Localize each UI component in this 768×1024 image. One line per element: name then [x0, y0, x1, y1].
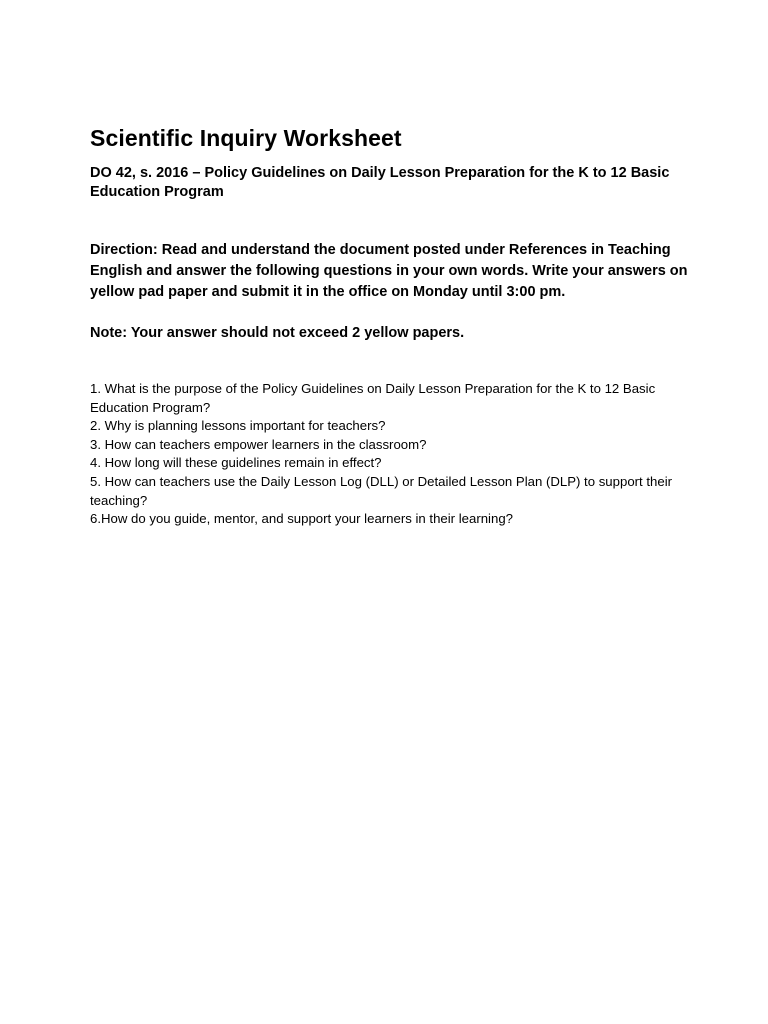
page-title: Scientific Inquiry Worksheet: [90, 125, 402, 151]
question-list: [90, 380, 682, 529]
direction-paragraph: Direction: Read and understand the document posted under References in Teaching English and answer the following questions in your own words. Write your answers on yellow pad paper and submit it in the office on Monday until 3:00 pm.: [90, 242, 688, 300]
worksheet-page: [90, 124, 690, 529]
question-item-1: 1. What is the purpose of the Policy Guidelines on Daily Lesson Preparation for the K to 12 Basic Education Program?: [90, 381, 656, 415]
question-item-5: 5. How can teachers use the Daily Lesson Log (DLL) or Detailed Lesson Plan (DLP) to support their teaching?: [90, 473, 673, 508]
note-paragraph: Note: Your answer should not exceed 2 yellow papers.: [90, 325, 465, 341]
question-item-6: 6.How do you guide, mentor, and support your learners in their learning?: [90, 511, 513, 527]
question-item-2: 2. Why is planning lessons important for teachers?: [90, 418, 386, 434]
question-item-4: 4. How long will these guidelines remain in effect?: [90, 455, 382, 471]
document-subtitle: DO 42, s. 2016 – Policy Guidelines on Daily Lesson Preparation for the K to 12 Basic Education Program: [90, 165, 670, 200]
question-item-3: 3. How can teachers empower learners in the classroom?: [90, 436, 427, 452]
